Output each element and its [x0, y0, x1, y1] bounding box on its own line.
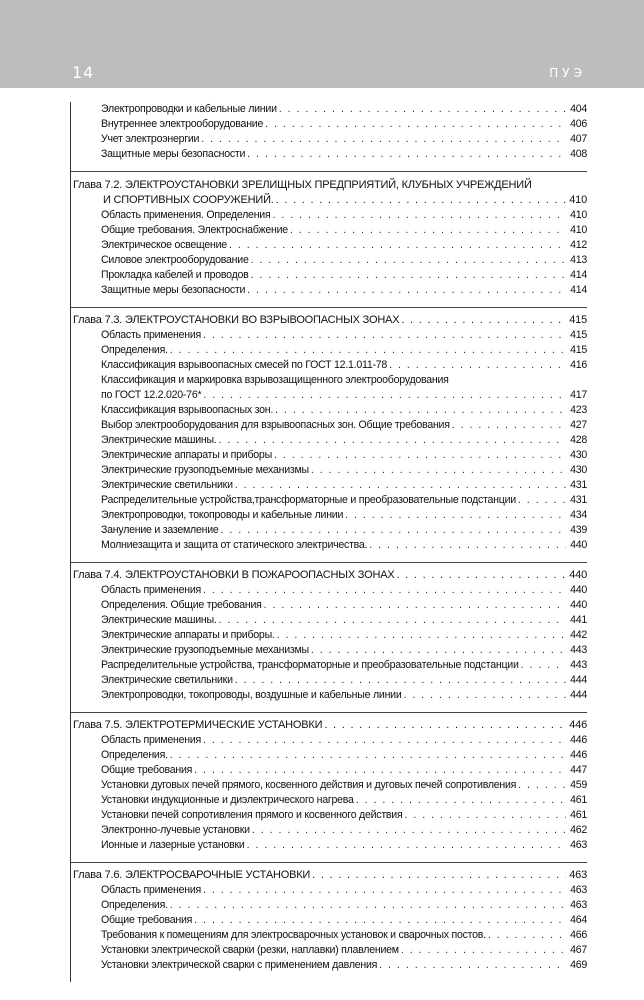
toc-entry: [71, 613, 587, 628]
toc-entry-page: 463: [570, 899, 587, 911]
toc-entry-title: Электрические аппараты и приборы: [101, 449, 272, 461]
toc-entry-page: 415: [570, 329, 587, 341]
toc-entry-page: 404: [570, 103, 587, 115]
toc-entry-page: 410: [570, 224, 587, 236]
toc-entry: [71, 538, 587, 553]
toc-entry-title: Установки электрической сварки с применением давления: [101, 959, 378, 971]
toc-entry: [71, 147, 587, 162]
toc-entry: [71, 132, 587, 147]
toc-entry: [71, 253, 587, 268]
toc-entry-title: Внутреннее электрооборудование: [101, 118, 264, 130]
toc-entry-page: 462: [570, 824, 587, 836]
toc-entry-title: Защитные меры безопасности: [101, 148, 246, 160]
toc-entry: [71, 838, 587, 853]
toc-entry: [71, 508, 587, 523]
toc-entry-title: Электрические светильники: [101, 479, 233, 491]
toc-entry-title: Область применения: [101, 884, 201, 896]
toc-entry: [71, 823, 587, 838]
chapter-title: Глава 7.4. ЭЛЕКТРОУСТАНОВКИ В ПОЖАРООПАСНЫХ ЗОНАХ: [73, 569, 395, 581]
toc-entry: [71, 223, 587, 238]
toc-entry: [71, 658, 587, 673]
toc-entry-page: 430: [570, 464, 587, 476]
toc-entry-page: 447: [570, 764, 587, 776]
toc-entry-page: 467: [570, 944, 587, 956]
toc-entry-page: 440: [570, 539, 587, 551]
toc-entry-title: Выбор электрооборудования для взрывоопасных зон. Общие требования: [101, 419, 450, 431]
toc-entry: [71, 943, 587, 958]
toc-entry: [71, 808, 587, 823]
toc-entry-title: Ионные и лазерные установки: [101, 839, 245, 851]
toc-entry-page: 415: [570, 344, 587, 356]
chapter-page: 463: [569, 869, 587, 881]
toc-entry: [71, 493, 587, 508]
toc-entry-page: 407: [570, 133, 587, 145]
toc-entry-title: Электрические светильники: [101, 674, 233, 686]
toc-entry-title: Распределительные устройства, трансформаторные и преобразовательные подстанции: [101, 659, 519, 671]
toc-entry: [71, 748, 587, 763]
toc-entry-page: 443: [570, 659, 587, 671]
toc-entry: [71, 778, 587, 793]
toc-entry-title: Определения.: [101, 344, 168, 356]
toc-entry-title: Область применения. Определения: [101, 209, 271, 221]
toc-entry: [71, 883, 587, 898]
toc-entry: [71, 793, 587, 808]
toc-entry-page: 412: [570, 239, 587, 251]
toc-entry-page: 459: [570, 779, 587, 791]
toc-entry-title: Определения.: [101, 749, 168, 761]
table-of-contents: [70, 102, 587, 982]
section-7-1-tail: [71, 102, 587, 165]
toc-entry-page: 413: [570, 254, 587, 266]
toc-entry: [71, 913, 587, 928]
toc-entry-page: 443: [570, 644, 587, 656]
toc-entry-page: 430: [570, 449, 587, 461]
toc-entry-title: Электронно-лучевые установки: [101, 824, 250, 836]
toc-entry-page: 446: [570, 749, 587, 761]
toc-entry: [71, 583, 587, 598]
toc-entry-page: 417: [570, 389, 587, 401]
toc-entry-page: 416: [570, 359, 587, 371]
toc-entry-title: Учет электроэнергии: [101, 133, 200, 145]
toc-entry-page: 463: [570, 839, 587, 851]
section-7-4: [71, 562, 587, 706]
toc-entry-title: Электрические грузоподъемные механизмы: [101, 464, 309, 476]
toc-entry-page: 439: [570, 524, 587, 536]
toc-entry-page: 414: [570, 284, 587, 296]
toc-entry-page: 414: [570, 269, 587, 281]
toc-entry: [71, 117, 587, 132]
toc-entry: [71, 238, 587, 253]
toc-entry-title: Электропроводки, токопроводы и кабельные линии: [101, 509, 344, 521]
toc-entry-title: Электрическое освещение: [101, 239, 227, 251]
toc-entry-title: Электропроводки и кабельные линии: [101, 103, 277, 115]
toc-entry-title: Область применения: [101, 329, 201, 341]
toc-entry-page: 444: [570, 689, 587, 701]
toc-entry-page: 466: [570, 929, 587, 941]
toc-entry: [71, 343, 587, 358]
toc-entry: [71, 418, 587, 433]
toc-entry-page: 428: [570, 434, 587, 446]
toc-entry-split-line1: Классификация и маркировка взрывозащищенного электрооборудования: [101, 374, 449, 386]
toc-entry: [71, 643, 587, 658]
toc-entry-title: Определения.: [101, 899, 168, 911]
toc-entry: [71, 358, 587, 373]
chapter-7-5-title: [71, 718, 587, 733]
chapter-page: 440: [569, 569, 587, 581]
toc-entry: [71, 208, 587, 223]
chapter-7-3-title: [71, 313, 587, 328]
toc-entry-title: Прокладка кабелей и проводов: [101, 269, 249, 281]
running-title: ПУЭ: [549, 66, 586, 80]
toc-entry: [71, 448, 587, 463]
section-7-3: [71, 307, 587, 556]
toc-entry: [71, 268, 587, 283]
toc-entry: [71, 523, 587, 538]
toc-entry: [71, 433, 587, 448]
chapter-title: Глава 7.3. ЭЛЕКТРОУСТАНОВКИ ВО ВЗРЫВООПАСНЫХ ЗОНАХ: [73, 314, 400, 326]
toc-entry: [71, 628, 587, 643]
toc-entry-page: 444: [570, 674, 587, 686]
toc-entry: [71, 958, 587, 973]
toc-entry-page: 440: [570, 599, 587, 611]
toc-entry-page: 461: [570, 794, 587, 806]
toc-entry-title: по ГОСТ 12.2.020-76*: [101, 389, 202, 401]
chapter-7-4-title: [71, 568, 587, 583]
toc-entry-title: Общие требования: [101, 914, 193, 926]
chapter-title-line2: И СПОРТИВНЫХ СООРУЖЕНИЙ.: [103, 194, 274, 206]
toc-entry-title: Установки электрической сварки (резки, наплавки) плавлением: [101, 944, 399, 956]
toc-entry-title: Классификация взрывоопасных зон.: [101, 404, 274, 416]
toc-entry: [71, 673, 587, 688]
section-7-5: [71, 712, 587, 856]
toc-entry-title: Общие требования: [101, 764, 193, 776]
toc-entry-title: Установки дуговых печей прямого, косвенного действия и дуговых печей сопротивления: [101, 779, 517, 791]
chapter-7-2-title: [71, 178, 587, 208]
chapter-title-line1: Глава 7.2. ЭЛЕКТРОУСТАНОВКИ ЗРЕЛИЩНЫХ ПРЕДПРИЯТИЙ, КЛУБНЫХ УЧРЕЖДЕНИЙ: [73, 179, 532, 191]
toc-entry-page: 410: [570, 209, 587, 221]
toc-entry-page: 463: [570, 884, 587, 896]
page-header: [0, 0, 644, 88]
toc-entry-title: Область применения: [101, 734, 201, 746]
toc-entry: [71, 898, 587, 913]
toc-entry: [71, 598, 587, 613]
toc-entry-title: Определения. Общие требования: [101, 599, 262, 611]
toc-entry-title: Электрические грузоподъемные механизмы: [101, 644, 309, 656]
toc-entry-title: Электропроводки, токопроводы, воздушные и кабельные линии: [101, 689, 402, 701]
toc-entry-page: 427: [570, 419, 587, 431]
chapter-page: 415: [569, 314, 587, 326]
toc-entry-title: Силовое электрооборудование: [101, 254, 249, 266]
toc-entry-page: 464: [570, 914, 587, 926]
chapter-title: Глава 7.6. ЭЛЕКТРОСВАРОЧНЫЕ УСТАНОВКИ: [73, 869, 311, 881]
toc-entry-title: Электрические машины.: [101, 434, 217, 446]
toc-entry: [71, 388, 587, 403]
toc-entry: [71, 328, 587, 343]
toc-entry: [71, 478, 587, 493]
toc-entry-page: 446: [570, 734, 587, 746]
chapter-title: Глава 7.5. ЭЛЕКТРОТЕРМИЧЕСКИЕ УСТАНОВКИ: [73, 719, 323, 731]
toc-entry-page: 442: [570, 629, 587, 641]
toc-entry: [71, 688, 587, 703]
toc-entry: [71, 763, 587, 778]
toc-entry-title: Общие требования. Электроснабжение: [101, 224, 288, 236]
toc-entry: [71, 283, 587, 298]
toc-entry-page: 441: [570, 614, 587, 626]
toc-entry: [71, 463, 587, 478]
toc-entry-title: Электрические аппараты и приборы.: [101, 629, 275, 641]
toc-entry-title: Установки индукционные и диэлектрического нагрева: [101, 794, 354, 806]
toc-entry-title: Электрические машины.: [101, 614, 217, 626]
toc-entry: [71, 403, 587, 418]
toc-entry-title: Требования к помещениям для электросварочных установок и сварочных постов.: [101, 929, 486, 941]
toc-entry-title: Защитные меры безопасности: [101, 284, 246, 296]
toc-entry: [71, 733, 587, 748]
toc-entry-page: 406: [570, 118, 587, 130]
page-number: 14: [72, 63, 95, 82]
toc-entry: [71, 928, 587, 943]
toc-entry-title: Распределительные устройства,трансформаторные и преобразовательные подстанции: [101, 494, 516, 506]
section-7-2: [71, 171, 587, 301]
toc-entry-title: Классификация взрывоопасных смесей по ГОСТ 12.1.011-78: [101, 359, 388, 371]
toc-entry: [71, 102, 587, 117]
toc-entry-page: 469: [570, 959, 587, 971]
toc-entry-page: 440: [570, 584, 587, 596]
toc-entry-page: 461: [570, 809, 587, 821]
section-7-6: [71, 862, 587, 976]
toc-entry-title: Область применения: [101, 584, 201, 596]
toc-entry-page: 431: [570, 494, 587, 506]
chapter-page: 446: [569, 719, 587, 731]
toc-entry-page: 431: [570, 479, 587, 491]
chapter-page: 410: [569, 194, 587, 206]
toc-entry-title: Молниезащита и защита от статического электричества.: [101, 539, 368, 551]
toc-entry-page: 423: [570, 404, 587, 416]
toc-entry-page: 408: [570, 148, 587, 160]
toc-entry-page: 434: [570, 509, 587, 521]
toc-entry-title: Установки печей сопротивления прямого и косвенного действия: [101, 809, 403, 821]
toc-entry-title: Зануление и заземление: [101, 524, 219, 536]
chapter-7-6-title: [71, 868, 587, 883]
